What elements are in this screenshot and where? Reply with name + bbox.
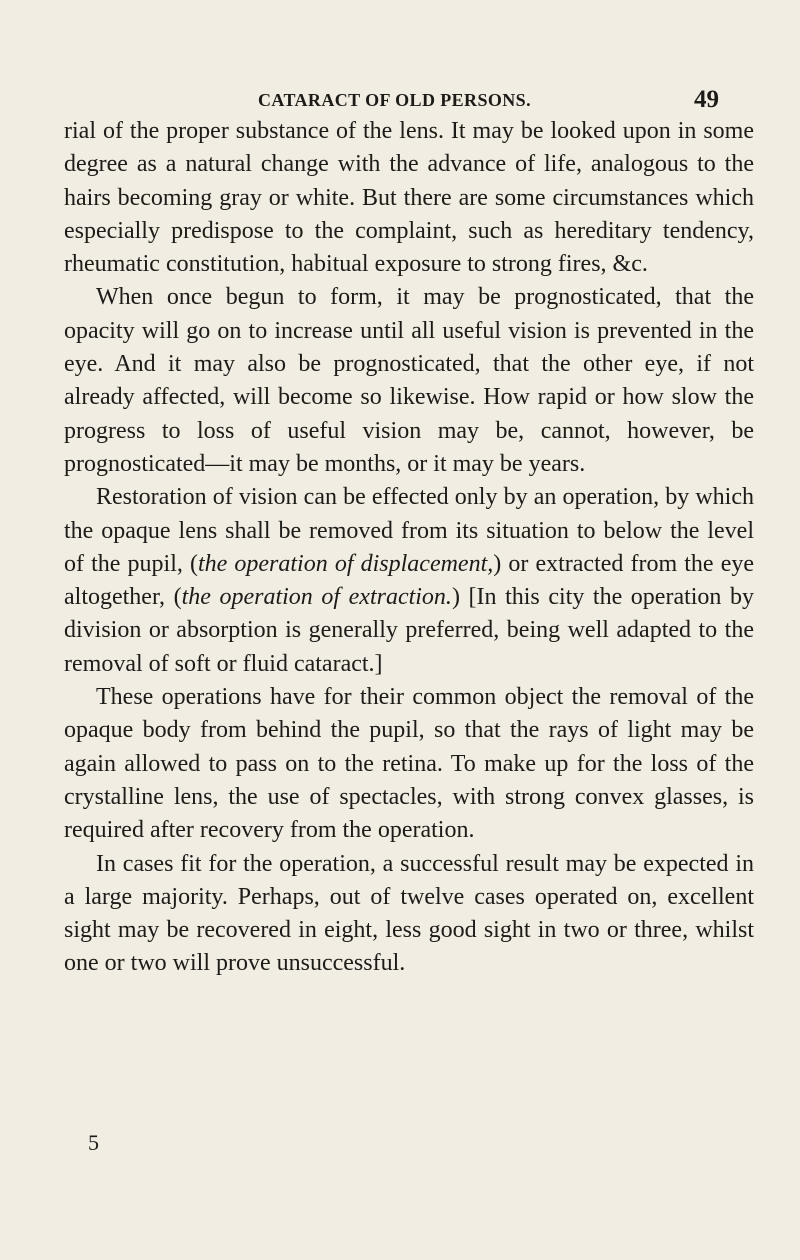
paragraph-4: These operations have for their common object the removal of the opaque body from behind the pupil, so that the rays of light may be again allowed to pass on to the retina. To make up for the loss of the crystalline lens, the use of spectacles, with strong convex glasses, is required after recovery from the operation. bbox=[64, 684, 754, 844]
paragraph-3-text-c: ) [In this city the operation by division or absorption is generally preferred, being well adapted to the removal of soft or fluid cataract.] bbox=[64, 584, 755, 677]
paragraph-3 bbox=[64, 481, 754, 681]
paragraph-3-italic-extraction: the operation of extraction. bbox=[181, 584, 452, 611]
paragraph-3-text-a: Restoration of vision can be effected only by an operation, by which the opaque lens shall be removed from its situation to below the level of the pupil, ( bbox=[64, 484, 754, 577]
chapter-title: CATARACT OF OLD PERSONS. bbox=[258, 90, 531, 110]
paragraph-3-italic-displacement: the operation of displacement, bbox=[197, 550, 494, 577]
page-number: 49 bbox=[694, 86, 719, 113]
paragraph-1: rial of the proper substance of the lens. It may be looked upon in some degree as a natural change with the advance of life, analogous to the hairs becoming gray or white. But there are some circumstances which especially predispose to the complaint, such as hereditary tendency, rheumatic constitution, habitual exposure to strong fires, &c. bbox=[64, 118, 754, 278]
body-text bbox=[64, 115, 754, 981]
paragraph-3-text-b: ) or extracted from the eye altogether, ( bbox=[64, 550, 754, 611]
signature-mark: 5 bbox=[88, 1130, 99, 1155]
paragraph-2: When once begun to form, it may be prognosticated, that the opacity will go on to increase until all useful vision is prevented in the eye. And it may also be prognosticated, that the other eye, if not already affected, will become so likewise. How rapid or how slow the progress to loss of useful vision may be, cannot, however, be prognosticated—it may be months, or it may be years. bbox=[64, 284, 754, 477]
paragraph-5: In cases fit for the operation, a successful result may be expected in a large majority. Perhaps, out of twelve cases operated on, excellent sight may be recovered in eight, less good sight in two or three, whilst one or two will prove unsuccessful. bbox=[64, 850, 754, 977]
